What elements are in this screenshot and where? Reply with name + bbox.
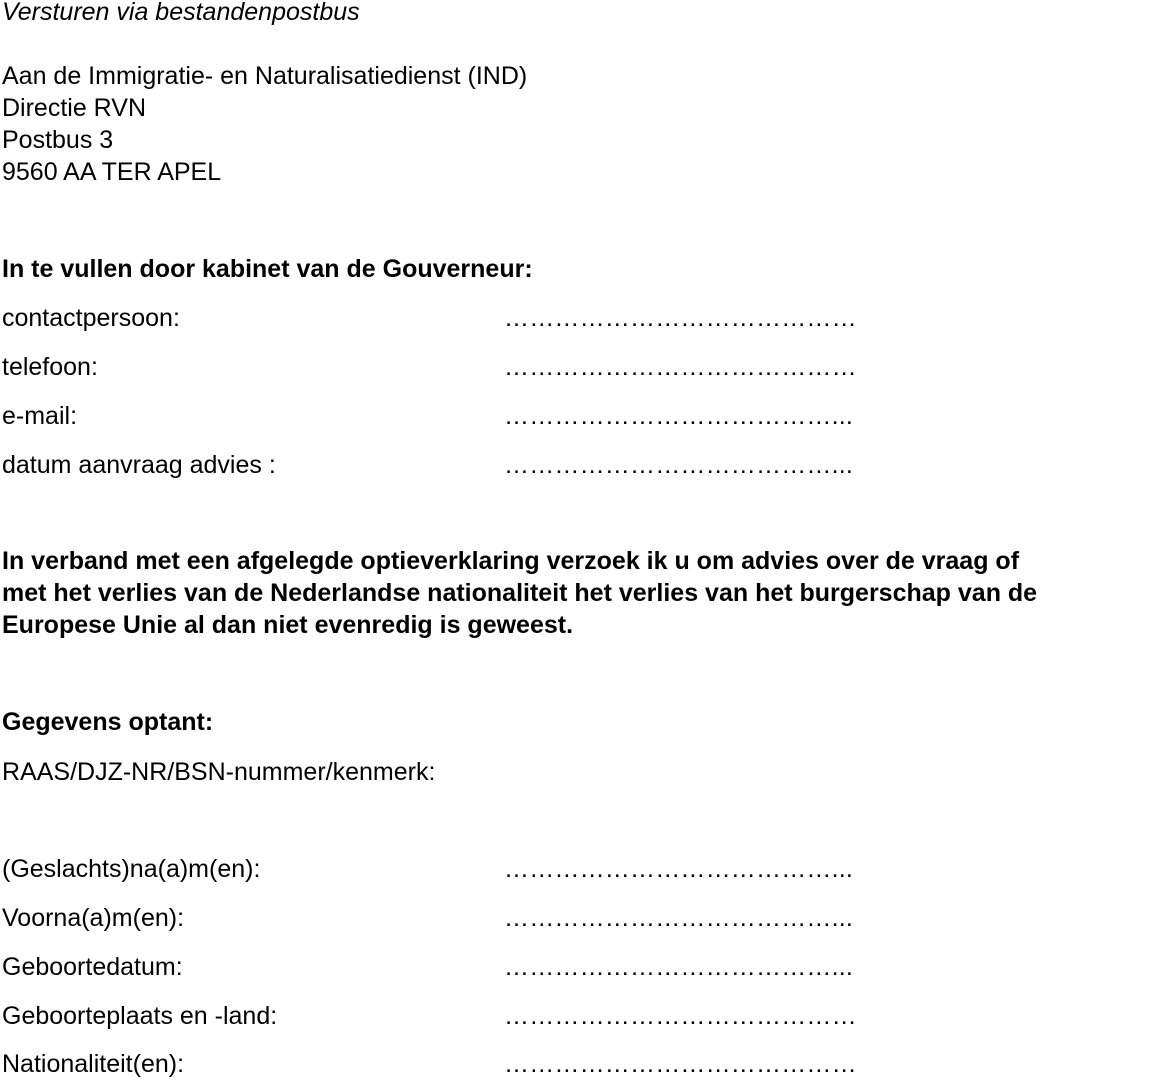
field-label: (Geslachts)na(a)m(en): (2, 855, 261, 883)
send-via-note: Versturen via bestandenpostbus (2, 0, 360, 26)
field-fill-line[interactable]: …………………………………... (504, 904, 854, 932)
field-label: contactpersoon: (2, 304, 180, 332)
address-line-4: 9560 AA TER APEL (2, 158, 222, 186)
address-line-2: Directie RVN (2, 94, 147, 122)
field-label: e-mail: (2, 402, 78, 430)
advice-request-paragraph (2, 545, 1159, 641)
reference-label: RAAS/DJZ-NR/BSN-nummer/kenmerk: (2, 758, 436, 786)
field-label: telefoon: (2, 353, 98, 381)
cabinet-heading: In te vullen door kabinet van de Gouverneur: (2, 255, 533, 283)
paragraph-line: In verband met een afgelegde optieverklaring verzoek ik u om advies over de vraag of (2, 547, 1020, 575)
field-fill-line[interactable]: …………………………………... (504, 402, 854, 430)
address-line-3: Postbus 3 (2, 126, 114, 154)
field-label: datum aanvraag advies : (2, 451, 276, 479)
optant-heading: Gegevens optant: (2, 708, 214, 736)
field-fill-line[interactable]: …………………………………… (504, 304, 857, 332)
field-fill-line[interactable]: …………………………………... (504, 855, 854, 883)
paragraph-line: Europese Unie al dan niet evenredig is geweest. (2, 611, 574, 639)
field-fill-line[interactable]: …………………………………... (504, 953, 854, 981)
field-fill-line[interactable]: …………………………………… (504, 353, 857, 381)
field-label: Nationaliteit(en): (2, 1050, 185, 1078)
field-label: Voorna(a)m(en): (2, 904, 185, 932)
field-fill-line[interactable]: …………………………………… (504, 1002, 857, 1030)
address-line-1: Aan de Immigratie- en Naturalisatiedienst (IND) (2, 62, 528, 90)
paragraph-line: met het verlies van de Nederlandse nationaliteit het verlies van het burgerschap van de (2, 579, 1038, 607)
field-label: Geboorteplaats en -land: (2, 1002, 278, 1030)
field-label: Geboortedatum: (2, 953, 183, 981)
field-fill-line[interactable]: …………………………………... (504, 451, 854, 479)
field-fill-line[interactable]: …………………………………… (504, 1050, 857, 1078)
